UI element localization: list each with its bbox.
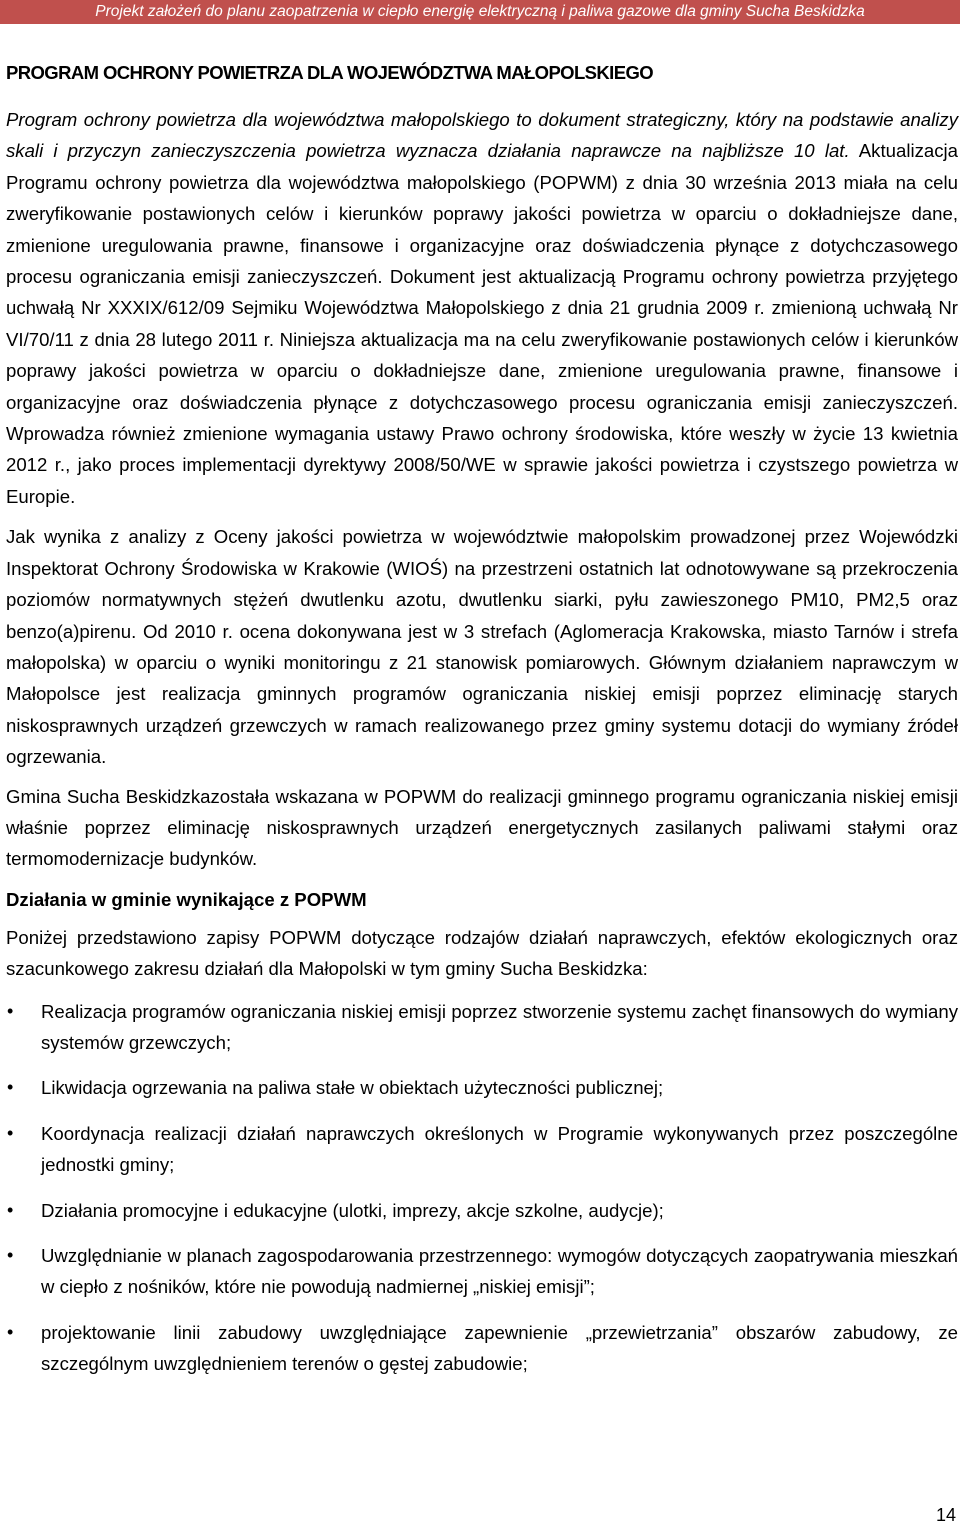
paragraph-intro [6, 104, 958, 512]
page-title: PROGRAM OCHRONY POWIETRZA DLA WOJEWÓDZTWA MAŁOPOLSKIEGO [6, 62, 654, 83]
list-item [6, 1317, 958, 1380]
list-item-text: Koordynacja realizacji działań naprawczych określonych w Programie wykonywanych przez poszczególne jednostki gminy; [41, 1122, 958, 1176]
header-title: Projekt założeń do planu zaopatrzenia w ciepło energię elektryczną i paliwa gazowe dla gminy Sucha Beskidzka [95, 3, 865, 20]
paragraph-air-quality: Jak wynika z analizy z Oceny jakości powietrza w województwie małopolskim prowadzonej przez Wojewódzki Inspektorat Ochrony Środowiska w Krakowie (WIOŚ) na przestrzeni ostatnich lat odnotowywane są przekroczenia poziomów normatywnych stężeń dwutlenku azotu, dwutlenku siarki, pyłu zawieszonego PM10, PM2,5 oraz benzo(a)pirenu. Od 2010 r. ocena dokonywana jest w 3 strefach (Aglomeracja Krakowska, miasto Tarnów i strefa małopolska) w oparciu o wyniki monitoringu z 21 stanowisk pomiarowych. Głównym działaniem naprawczym w Małopolsce jest realizacja gminnych programów ograniczania niskiej emisji poprzez eliminację starych niskosprawnych urządzeń grzewczych w ramach realizowanego przez gminy systemu dotacji do wymiany źródeł ogrzewania. [6, 526, 958, 768]
bullet-icon: • [7, 1122, 14, 1143]
bullet-icon: • [7, 1000, 14, 1021]
list-item-text: Działania promocyjne i edukacyjne (ulotki, imprezy, akcje szkolne, audycje); [41, 1199, 664, 1221]
intro-italic-text: Program ochrony powietrza dla województwa małopolskiego to dokument strategiczny, który na podstawie analizy skali i przyczyn zanieczyszczenia powietrza wyznacza działania naprawcze na najbliższe 10 lat. [6, 109, 958, 162]
intro-text: Aktualizacja Programu ochrony powietrza dla województwa małopolskiego (POPWM) z dnia 30 września 2013 miała na celu zweryfikowanie postawionych celów i kierunków poprawy jakości powietrza w oparciu o dokładniejsze dane, zmienione uregulowania prawne, finansowe i organizacyjne oraz doświadczenia płynące z dotychczasowego procesu ograniczania emisji zanieczyszczeń. Dokument jest aktualizacją Programu ochrony powietrza przyjętego uchwałą Nr XXXIX/612/09 Sejmiku Województwa Małopolskiego z dnia 21 grudnia 2009 r. zmienioną uchwałą Nr VI/70/11 z dnia 28 lutego 2011 r. Niniejsza aktualizacja ma na celu zweryfikowanie postawionych celów i kierunków poprawy jakości powietrza w oparciu o dokładniejsze dane, zmienione uregulowania prawne, finansowe i organizacyjne oraz doświadczenia płynące z dotychczasowego procesu ograniczania emisji zanieczyszczeń. Wprowadza również zmienione wymagania ustawy Prawo ochrony środowiska, które weszły w życie 13 kwietnia 2012 r., jako proces implementacji dyrektywy 2008/50/WE w sprawie jakości powietrza i czystszego powietrza w Europie. [6, 140, 958, 507]
list-item [6, 1240, 958, 1303]
bullet-icon: • [7, 1245, 14, 1265]
list-item [6, 1118, 958, 1181]
document-body [6, 60, 958, 1394]
page-number: 14 [935, 1505, 956, 1525]
list-item [6, 1195, 958, 1226]
list-item [6, 996, 958, 1059]
paragraph-gmina: Gmina Sucha Beskidzkazostała wskazana w POPWM do realizacji gminnego programu ograniczania niskiej emisji właśnie poprzez eliminację niskosprawnych urządzeń energetycznych zasilanych paliwami stałymi oraz termomodernizacje budynków. [6, 785, 958, 870]
list-item-text: Realizacja programów ograniczania niskiej emisji poprzez stworzenie systemu zachęt finansowych do wymiany systemów grzewczych; [41, 1000, 958, 1053]
list-item-text: Uwzględnianie w planach zagospodarowania przestrzennego: wymogów dotyczących zaopatrywania mieszkań w ciepło z nośników, które nie powodują nadmiernej „niskiej emisji”; [41, 1245, 958, 1298]
section-title: Działania w gminie wynikające z POPWM [6, 888, 367, 910]
actions-list [6, 996, 958, 1380]
bullet-icon: • [7, 1321, 14, 1342]
paragraph-records: Poniżej przedstawiono zapisy POPWM dotyczące rodzajów działań naprawczych, efektów ekologicznych oraz szacunkowego zakresu działań dla Małopolski w tym gminy Sucha Beskidzka: [6, 926, 958, 980]
list-item-text: projektowanie linii zabudowy uwzględniające zapewnienie „przewietrzania” obszarów zabudowy, ze szczególnym uwzględnieniem terenów o gęstej zabudowie; [41, 1321, 958, 1375]
bullet-icon: • [7, 1199, 14, 1220]
bullet-icon: • [7, 1077, 14, 1098]
list-item [6, 1072, 958, 1103]
list-item-text: Likwidacja ogrzewania na paliwa stałe w obiektach użyteczności publicznej; [41, 1077, 664, 1099]
